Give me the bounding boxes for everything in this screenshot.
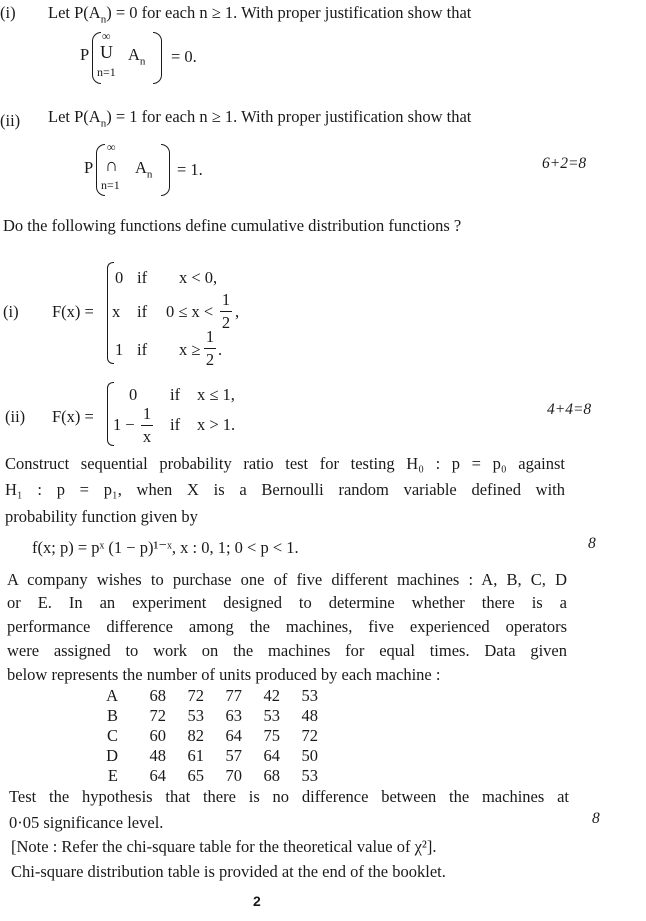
index-label: n=1 (101, 178, 120, 192)
q1-ii-statement: Let $P(A_n) = 1$ for each n ≥ 1. With proper justification show that (48, 107, 472, 130)
q2-i-label: (i) (3, 302, 19, 321)
case-if: if (137, 340, 148, 359)
machine-label: A (106, 686, 118, 705)
case-condition: x > 1. (197, 415, 236, 434)
units-cell: 48 (149, 746, 166, 765)
table-row (96, 766, 318, 786)
union-symbol: U (100, 42, 113, 62)
denominator: 2 (205, 350, 215, 369)
units-cell: 61 (187, 746, 204, 765)
units-cell: 63 (225, 706, 242, 725)
units-cell: 65 (187, 766, 204, 785)
fraction-half (204, 327, 216, 370)
q4-line: were assigned to work on the machines for equal times. Data given (7, 641, 567, 660)
units-cell: 72 (187, 686, 204, 705)
machine-label: B (106, 706, 118, 725)
machine-data-table (96, 686, 318, 786)
q4-hypothesis: Test the hypothesis that there is no difference between the machines at (9, 787, 569, 806)
numerator: 1 (142, 404, 152, 423)
q4-table-note: Chi-square distribution table is provided at the end of the booklet. (11, 862, 446, 881)
case-if: if (170, 415, 181, 434)
units-cell: 57 (225, 746, 242, 765)
case-condition: 0 ≤ x < (166, 302, 214, 321)
fraction-half (220, 290, 232, 333)
units-cell: 75 (263, 726, 280, 745)
q3-line1: Construct sequential probability ratio test for testing H₀ : p = p₀ against (5, 454, 565, 473)
prob-symbol: P (84, 158, 94, 177)
prob-symbol: P (80, 45, 90, 64)
q1-marks: 6+2=8 (542, 155, 587, 172)
event-A: $A_n$ (128, 45, 146, 68)
q4-marks: 8 (592, 810, 600, 827)
units-cell: 48 (301, 706, 318, 725)
q4-note: [Note : Refer the chi-square table for the theoretical value of χ²]. (11, 837, 437, 856)
q2-ii-func: F(x) = (52, 407, 94, 426)
q1-i-statement: Let $P(A_n) = 0$ for each n ≥ 1. With proper justification show that (48, 3, 472, 26)
case-value: 0 (115, 268, 124, 287)
units-cell: 70 (225, 766, 242, 785)
intersection-symbol: ∩ (105, 155, 118, 175)
q1-ii-label: (ii) (0, 111, 21, 130)
equals-zero: = 0. (171, 47, 197, 66)
q4-significance: 0·05 significance level. (9, 813, 164, 832)
q4-line: performance difference among the machines, five experienced operators (7, 617, 567, 636)
units-cell: 50 (301, 746, 318, 765)
left-brace (107, 382, 114, 446)
q2-intro: Do the following functions define cumulative distribution functions ? (3, 216, 462, 235)
equals-one: = 1. (177, 160, 203, 179)
case-if: if (137, 268, 148, 287)
units-cell: 77 (225, 686, 242, 705)
units-cell: 64 (263, 746, 280, 765)
denominator: x (142, 427, 152, 446)
infinity-symbol: ∞ (102, 29, 111, 43)
q2-ii-label: (ii) (5, 407, 26, 426)
event-A: $A_n$ (135, 158, 153, 181)
units-cell: 53 (301, 686, 318, 705)
numerator: 1 (205, 327, 215, 346)
infinity-symbol: ∞ (107, 140, 116, 154)
page-number: 2 (253, 893, 261, 909)
machine-label: E (107, 766, 118, 785)
right-paren (153, 32, 162, 84)
units-cell: 53 (187, 706, 204, 725)
q4-line: or E. In an experiment designed to determine whether there is a (7, 593, 567, 612)
denominator: 2 (221, 313, 231, 332)
case-value: 1 − (113, 415, 135, 434)
q2-i-func: F(x) = (52, 302, 94, 321)
units-cell: 64 (225, 726, 242, 745)
table-row (96, 726, 318, 746)
units-cell: 53 (263, 706, 280, 725)
period: . (218, 340, 223, 359)
table-row (96, 706, 318, 726)
case-value: 0 (129, 385, 138, 404)
case-value: x (112, 302, 121, 321)
case-value: 1 (115, 340, 124, 359)
machine-label: D (106, 746, 118, 765)
q1-i-label: (i) (0, 3, 16, 22)
q3-marks: 8 (588, 535, 596, 552)
comma: , (235, 302, 240, 321)
q3-line2: H₁ : p = p₁, when X is a Bernoulli random variable defined with (5, 480, 565, 499)
units-cell: 72 (149, 706, 166, 725)
q4-line: A company wishes to purchase one of five different machines : A, B, C, D (7, 570, 567, 589)
index-label: n=1 (97, 65, 116, 79)
machine-label: C (106, 726, 118, 745)
case-condition: x < 0, (179, 268, 218, 287)
table-row (96, 746, 318, 766)
case-if: if (137, 302, 148, 321)
right-paren (161, 144, 170, 196)
case-if: if (170, 385, 181, 404)
units-cell: 64 (149, 766, 166, 785)
units-cell: 72 (301, 726, 318, 745)
case-condition: x ≤ 1, (197, 385, 235, 404)
units-cell: 68 (263, 766, 280, 785)
units-cell: 60 (149, 726, 166, 745)
units-cell: 68 (149, 686, 166, 705)
table-row (96, 686, 318, 706)
q3-formula: f(x; p) = pˣ (1 − p)¹⁻ˣ, x : 0, 1; 0 < p < 1. (32, 538, 299, 557)
units-cell: 82 (187, 726, 204, 745)
q2-marks: 4+4=8 (547, 401, 592, 418)
case-condition: x ≥ (179, 340, 201, 359)
fraction (141, 404, 153, 447)
numerator: 1 (221, 290, 231, 309)
units-cell: 42 (263, 686, 280, 705)
q3-line3: probability function given by (5, 507, 198, 526)
q4-line: below represents the number of units produced by each machine : (7, 665, 441, 684)
units-cell: 53 (301, 766, 318, 785)
